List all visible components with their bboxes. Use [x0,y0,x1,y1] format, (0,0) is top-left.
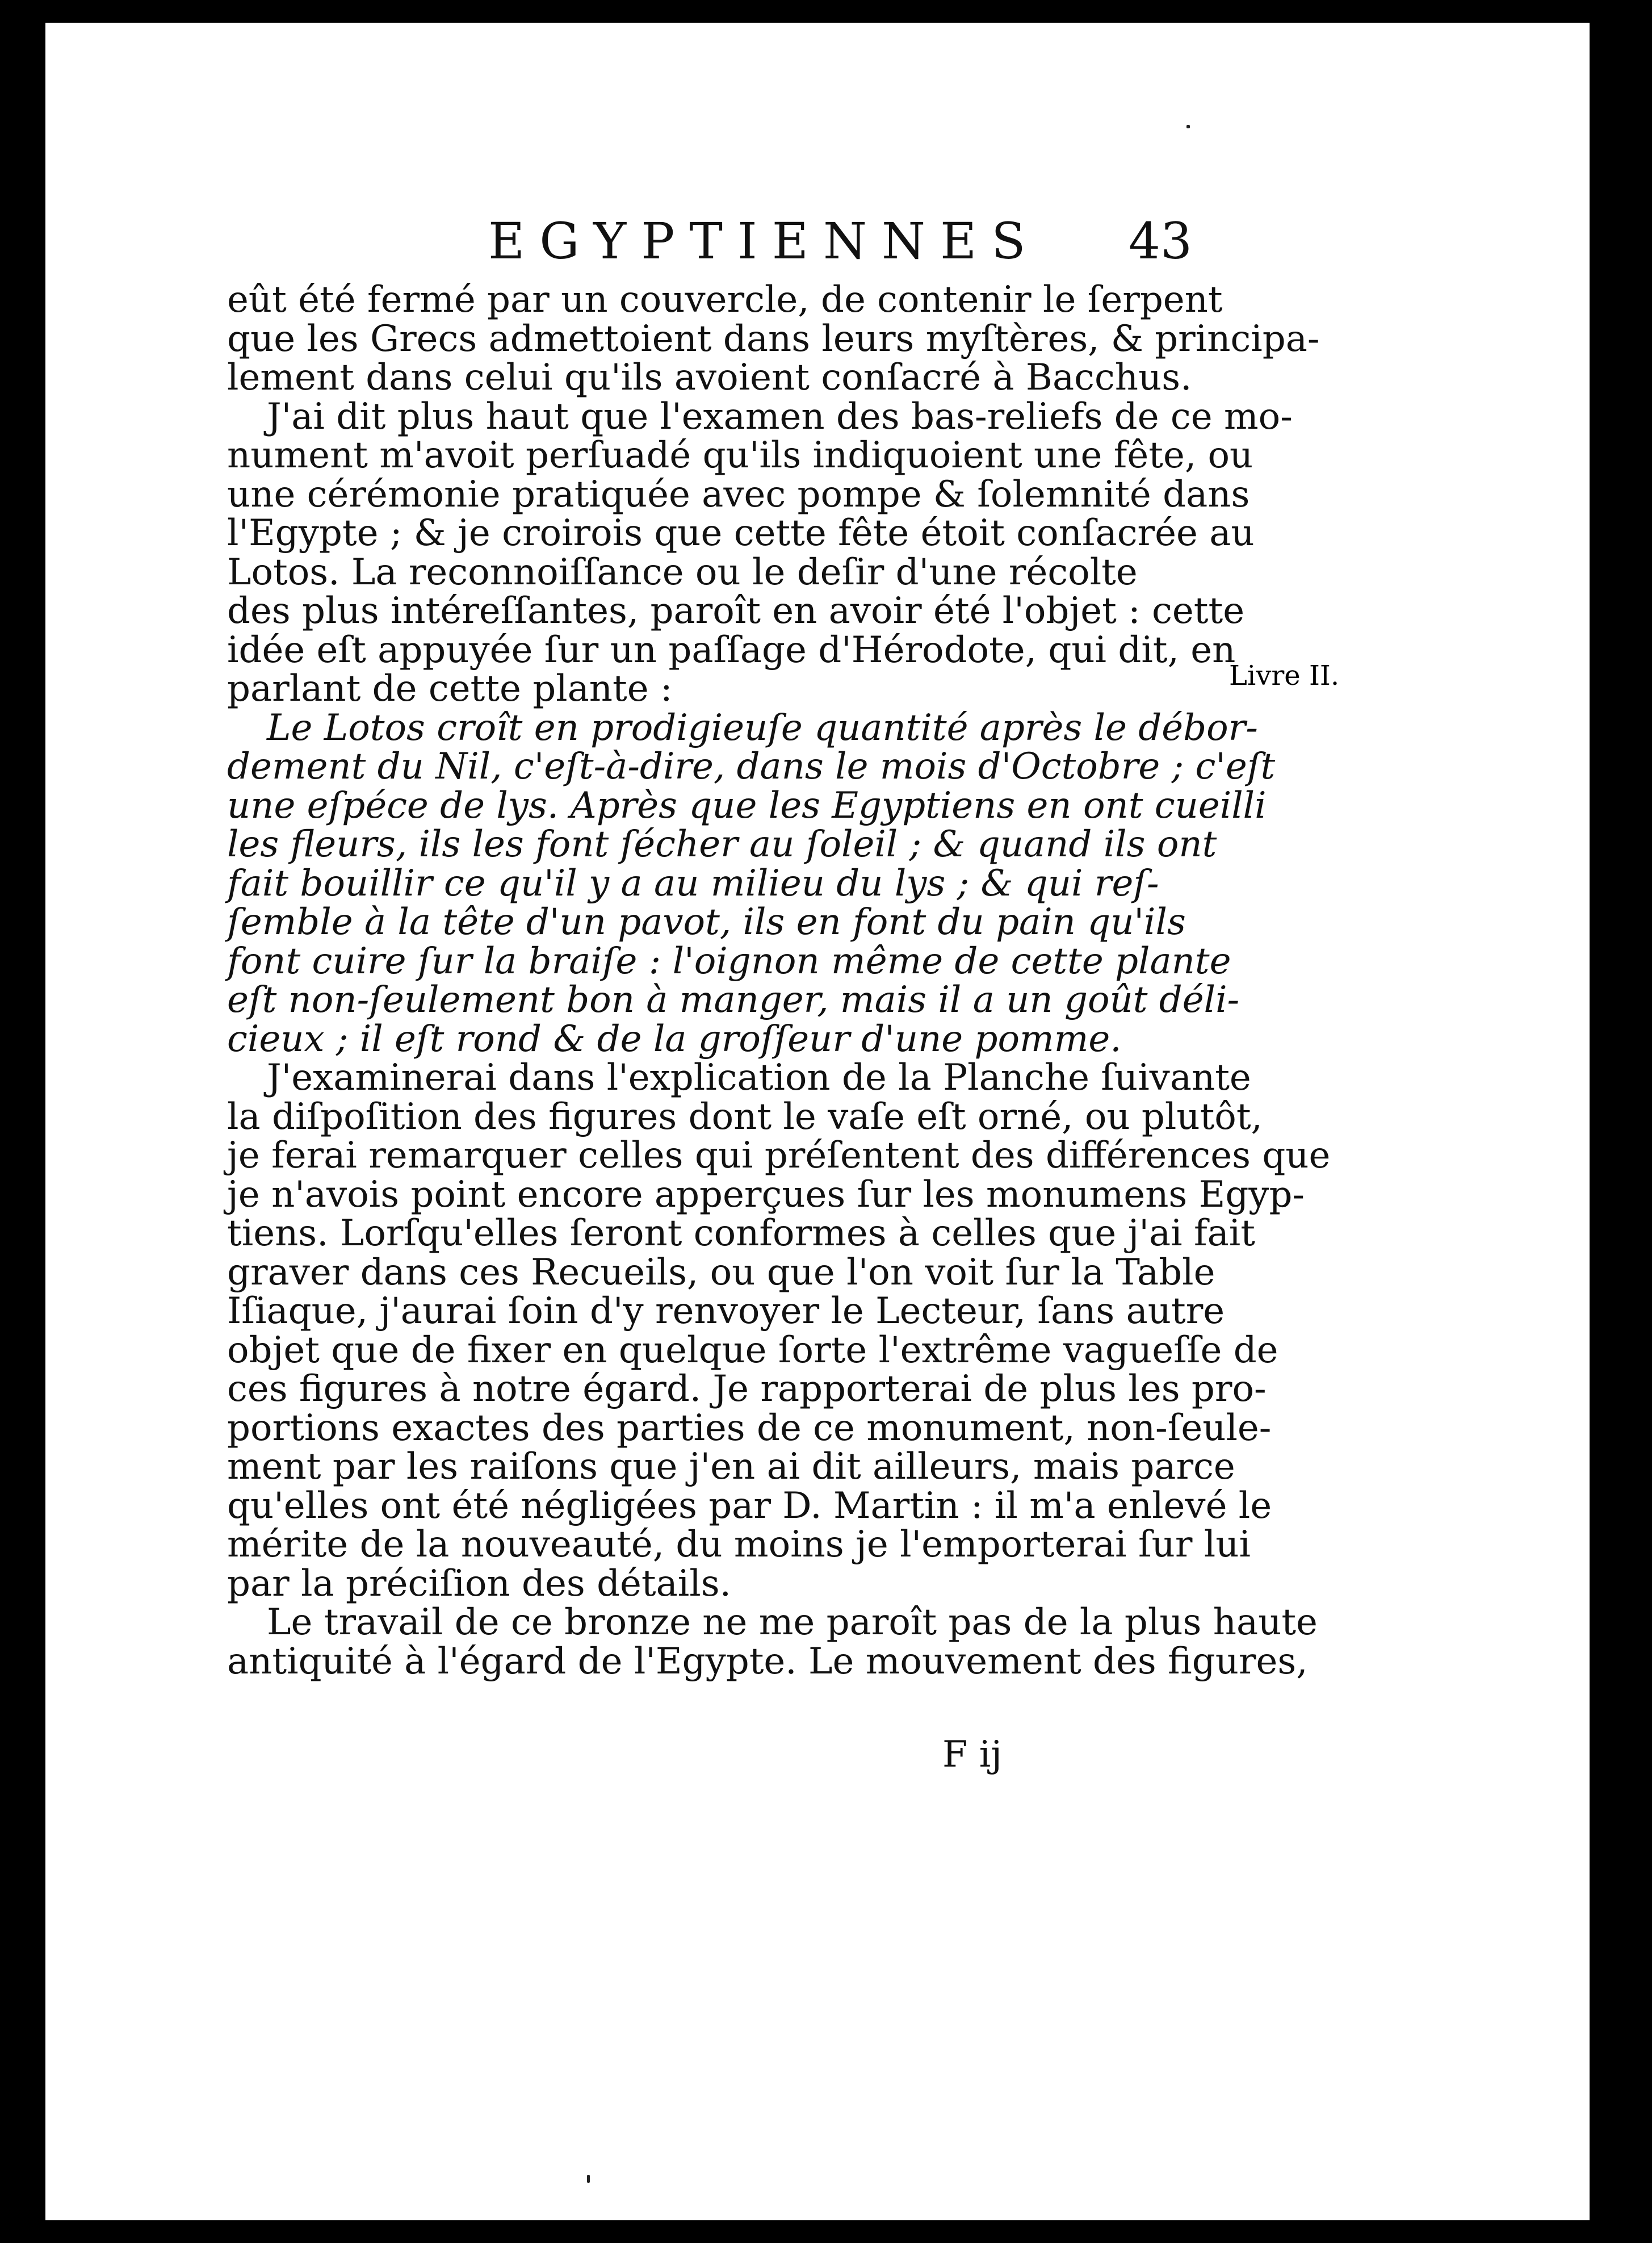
running-title: EGYPTIENNES [488,212,1041,270]
text-line: ſemble à la tête d'un pavot, ils en font du pain qu'ils [227,901,1186,943]
text-line: des plus intéreſſantes, paroît en avoir été l'objet : cette [227,590,1245,632]
text-line: Lotos. La reconnoiſſance ou le deſir d'une récolte [227,551,1138,593]
text-line: ment par les raiſons que j'en ai dit ailleurs, mais parce [227,1446,1235,1488]
text-line: tiens. Lorſqu'elles ſeront conformes à celles que j'ai fait [227,1212,1255,1254]
text-line: cieux ; il eſt rond & de la groſſeur d'une pomme. [227,1018,1122,1060]
text-line: que les Grecs admettoient dans leurs myſtères, & principa- [227,317,1320,360]
margin-note: Livre II. [1229,660,1340,692]
text-line: je n'avois point encore apperçues ſur les monumens Egyp- [227,1173,1305,1216]
text-line: l'Egypte ; & je croirois que cette fête étoit conſacrée au [227,512,1255,554]
text-line: Iſiaque, j'aurai ſoin d'y renvoyer le Lecteur, ſans autre [227,1290,1225,1332]
text-line: antiquité à l'égard de l'Egypte. Le mouvement des figures, [227,1640,1308,1683]
text-line: qu'elles ont été négligées par D. Martin : il m'a enlevé le [227,1484,1272,1527]
text-line: une eſpéce de lys. Après que les Egyptiens en ont cueilli [227,784,1267,827]
text-line: portions exactes des parties de ce monument, non-ſeule- [227,1407,1272,1449]
book-page [45,23,1590,2220]
text-line: les fleurs, ils les font ſécher au ſoleil ; & quand ils ont [227,823,1217,865]
text-line: dement du Nil, c'eſt-à-dire, dans le mois d'Octobre ; c'eſt [227,746,1276,788]
text-line: eſt non-ſeulement bon à manger, mais il a un goût déli- [227,979,1240,1021]
page-edge-shadow [1590,0,1652,2243]
text-line: lement dans celui qu'ils avoient conſacré à Bacchus. [227,357,1192,399]
print-speck [1186,125,1190,128]
text-line: Le travail de ce bronze ne me paroît pas de la plus haute [267,1601,1318,1643]
running-head [227,204,1192,278]
text-line: par la préciſion des détails. [227,1562,731,1605]
text-line: fait bouillir ce qu'il y a au milieu du lys ; & qui reſ- [227,862,1159,905]
text-line: idée eſt appuyée ſur un paſſage d'Hérodote, qui dit, en [227,629,1236,671]
text-line: je ferai remarquer celles qui préſentent des différences que [227,1135,1331,1177]
text-line: J'ai dit plus haut que l'examen des bas-reliefs de ce mo- [267,395,1293,438]
text-line: la diſpoſition des figures dont le vaſe eſt orné, ou plutôt, [227,1095,1263,1138]
text-line: une cérémonie pratiquée avec pompe & ſolemnité dans [227,473,1250,516]
text-line: Le Lotos croît en prodigieuſe quantité après le débor- [267,706,1258,749]
text-line: J'examinerai dans l'explication de la Planche ſuivante [267,1057,1251,1099]
text-line: nument m'avoit perſuadé qu'ils indiquoient une fête, ou [227,434,1253,476]
text-line: ces figures à notre égard. Je rapporterai de plus les pro- [227,1368,1267,1410]
page-number: 43 [1129,212,1192,270]
text-line: mérite de la nouveauté, du moins je l'emporterai ſur lui [227,1524,1251,1566]
catchword: F ij [942,1734,1003,1776]
text-line: font cuire ſur la braiſe : l'oignon même de cette plante [227,940,1231,982]
text-line: eût été fermé par un couvercle, de contenir le ſerpent [227,279,1223,321]
text-line: graver dans ces Recueils, ou que l'on voit ſur la Table [227,1251,1215,1294]
print-speck [587,2175,590,2183]
text-line: parlant de cette plante : [227,668,673,710]
text-line: objet que de fixer en quelque ſorte l'extrême vagueſſe de [227,1329,1278,1371]
